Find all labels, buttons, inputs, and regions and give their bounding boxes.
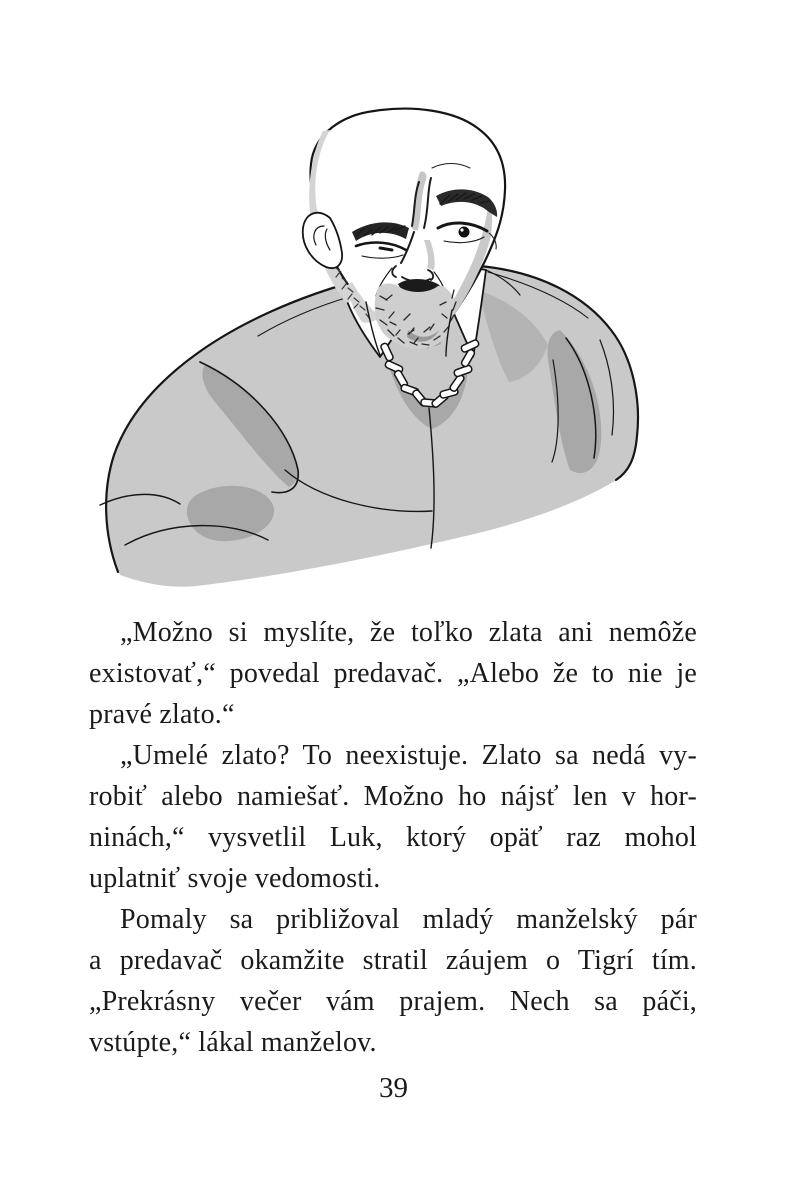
text-line: uplatniť svoje vedomosti.	[89, 863, 381, 894]
text-line: ninách,“ vysvetlil Luk, ktorý opäť raz mohol	[89, 822, 697, 853]
text-line: robiť alebo namiešať. Možno ho nájsť len v hor-	[89, 781, 697, 812]
text-block	[89, 612, 697, 1063]
text-line: existovať,“ povedal predavač. „Alebo že to nie je	[89, 658, 697, 689]
text-line: pravé zlato.“	[89, 699, 235, 730]
page-number: 39	[379, 1072, 408, 1104]
text-line: „Prekrásny večer vám prajem. Nech sa páči,	[89, 986, 697, 1017]
text-line: „Možno si myslíte, že toľko zlata ani nemôže	[120, 617, 697, 648]
text-line: „Umelé zlato? To neexistuje. Zlato sa nedá vy-	[120, 740, 697, 771]
text-line: a predavač okamžite stratil záujem o Tigrí tím.	[89, 945, 697, 976]
text-line: vstúpte,“ lákal manželov.	[89, 1027, 377, 1058]
text-line: Pomaly sa približoval mladý manželský pár	[120, 904, 697, 935]
